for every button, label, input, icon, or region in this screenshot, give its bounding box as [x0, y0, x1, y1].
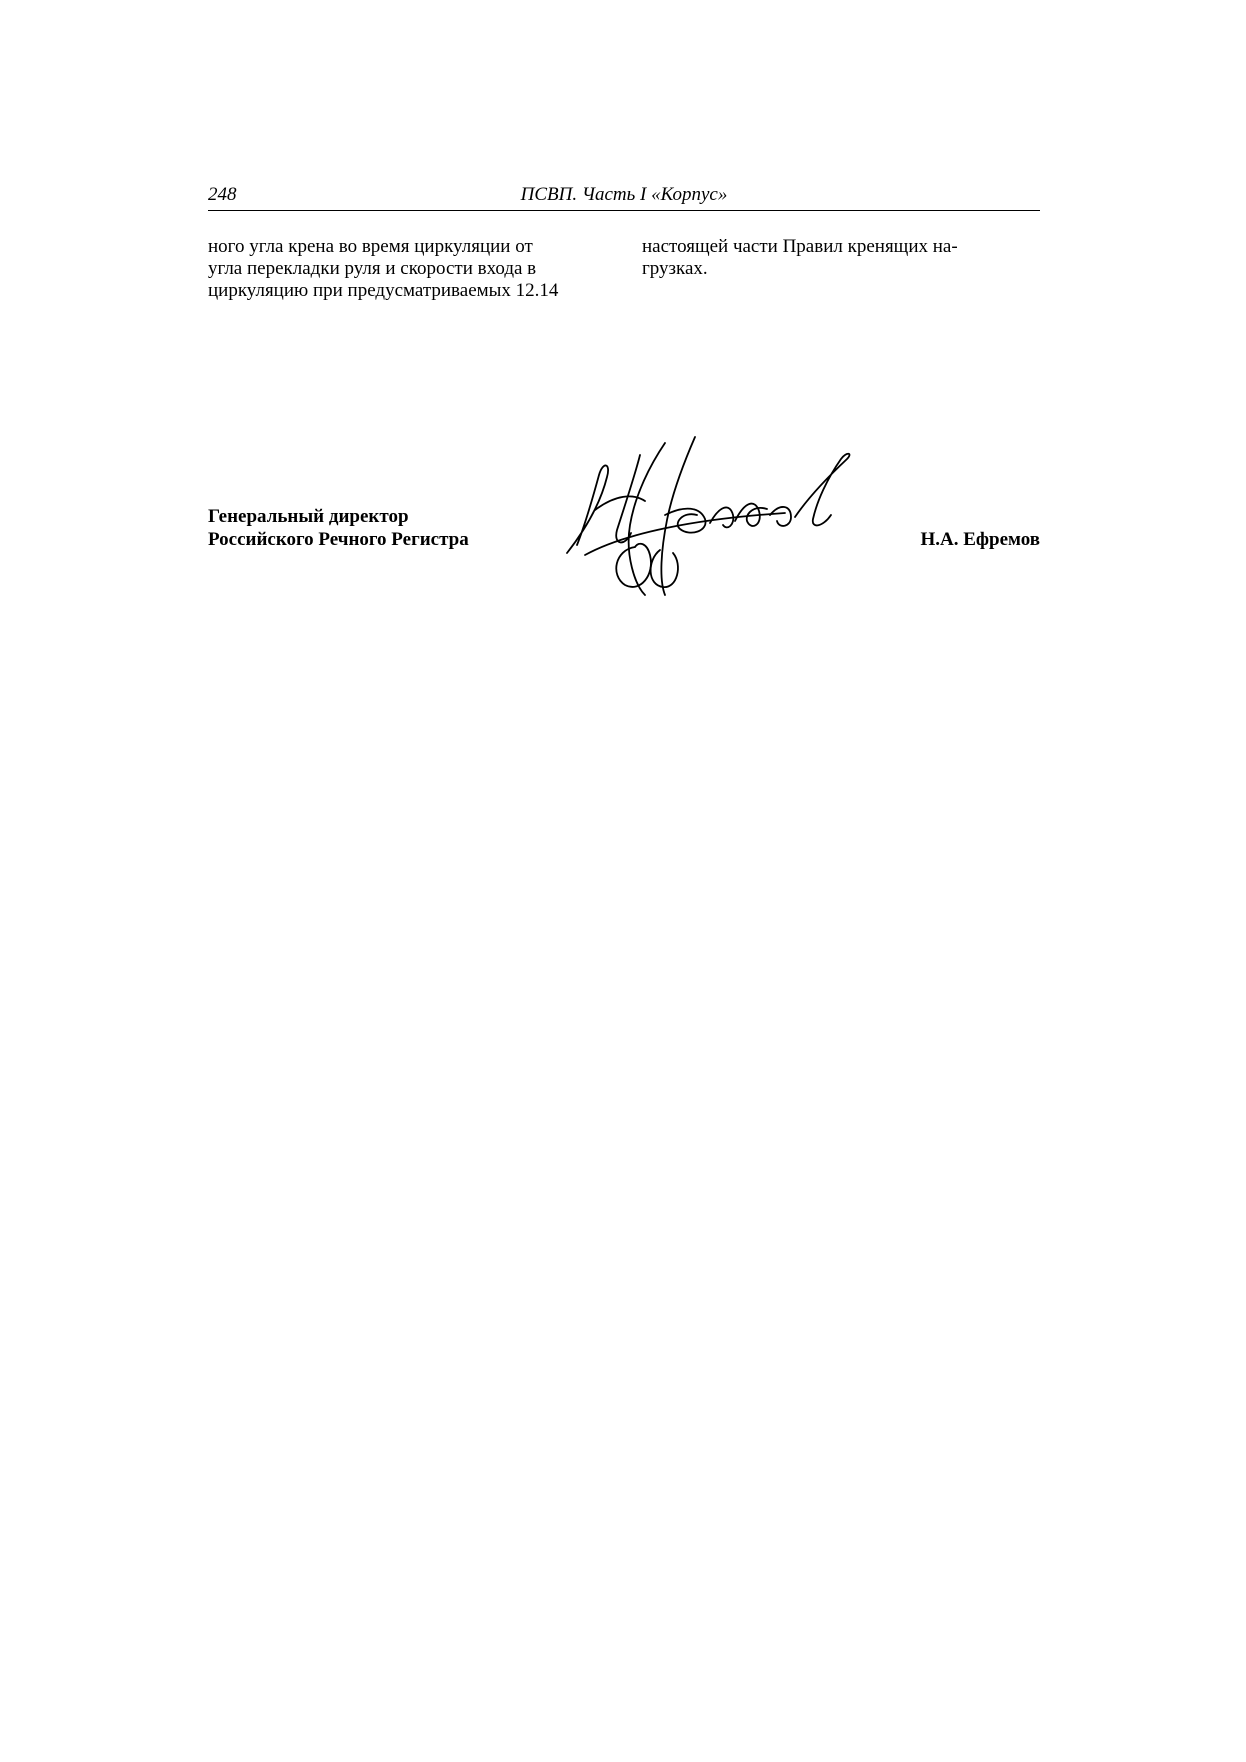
handwritten-signature	[555, 435, 855, 605]
left-column-text: ного угла крена во время циркуляции от угла перекладки руля и скорости входа в циркуляцию при предусматриваемых 12.14	[208, 236, 559, 301]
signer-name: Н.А. Ефремов	[920, 529, 1040, 550]
page-number: 248	[208, 184, 237, 205]
signer-position: Генеральный директор Российского Речного Регистра	[208, 506, 469, 550]
page-header	[208, 182, 1040, 211]
body-text	[208, 236, 1040, 302]
right-column-text: настоящей части Правил кренящих на- грузках.	[642, 236, 958, 279]
running-title: ПСВП. Часть I «Корпус»	[520, 184, 728, 205]
